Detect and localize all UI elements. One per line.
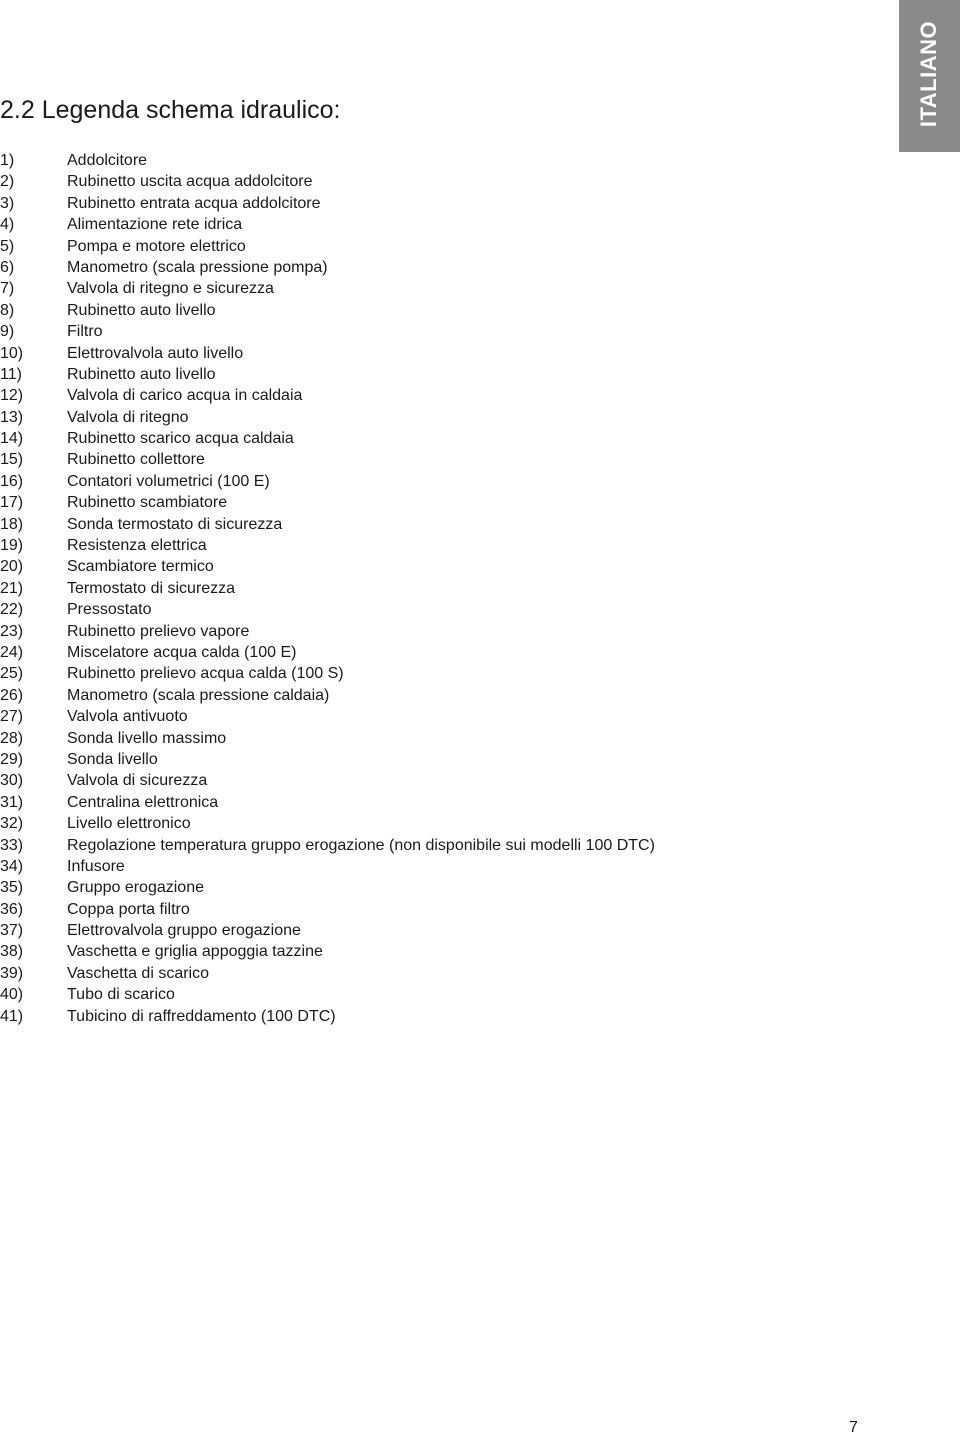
legend-item-label: Alimentazione rete idrica [67,216,243,234]
legend-item [0,471,655,492]
legend-item-label: Valvola di ritegno [67,408,189,426]
legend-item-number: 36) [0,900,24,918]
legend-item-number: 14) [0,430,24,448]
legend-item-label: Regolazione temperatura gruppo erogazione (non disponibile sui modelli 100 DTC) [67,836,655,854]
legend-item-label: Elettrovalvola auto livello [67,344,244,362]
legend-item [0,770,655,791]
legend-item-number: 27) [0,708,24,726]
language-tab [899,0,960,152]
legend-item-number: 32) [0,815,24,833]
legend-list [0,150,655,1027]
legend-item [0,899,655,920]
legend-item [0,663,655,684]
legend-item [0,685,655,706]
legend-item [0,835,655,856]
legend-item-number: 19) [0,537,24,555]
legend-item-number: 23) [0,622,24,640]
legend-item-label: Tubicino di raffreddamento (100 DTC) [67,1007,336,1025]
legend-item [0,642,655,663]
legend-item [0,150,655,171]
legend-item-number: 41) [0,1007,24,1025]
legend-item-label: Rubinetto prelievo vapore [67,622,250,640]
legend-item-number: 15) [0,451,24,469]
legend-item-number: 37) [0,922,24,940]
legend-item [0,514,655,535]
legend-item-number: 34) [0,857,24,875]
legend-item-number: 35) [0,879,24,897]
legend-item-label: Pressostato [67,601,152,619]
legend-item [0,385,655,406]
legend-item [0,236,655,257]
legend-item [0,599,655,620]
legend-item [0,706,655,727]
legend-item-label: Livello elettronico [67,815,191,833]
legend-item [0,364,655,385]
legend-item [0,920,655,941]
legend-item-label: Valvola antivuoto [67,708,188,726]
legend-item-number: 31) [0,793,24,811]
legend-item-label: Centralina elettronica [67,793,219,811]
legend-item [0,278,655,299]
legend-item-label: Rubinetto entrata acqua addolcitore [67,194,321,212]
legend-item-number: 8) [0,301,15,319]
legend-item-label: Gruppo erogazione [67,879,204,897]
legend-item [0,578,655,599]
legend-item-number: 40) [0,986,24,1004]
legend-item-label: Sonda livello massimo [67,729,227,747]
legend-item-number: 17) [0,494,24,512]
legend-item-number: 26) [0,686,24,704]
legend-item-label: Coppa porta filtro [67,900,190,918]
legend-item-label: Vaschetta di scarico [67,964,209,982]
legend-item [0,535,655,556]
legend-item [0,407,655,428]
legend-item-label: Miscelatore acqua calda (100 E) [67,643,297,661]
legend-item [0,343,655,364]
legend-item-number: 6) [0,258,15,276]
legend-item-number: 2) [0,173,15,191]
legend-item-number: 28) [0,729,24,747]
legend-item-number: 12) [0,387,24,405]
legend-item [0,1006,655,1027]
legend-item [0,792,655,813]
legend-item-label: Valvola di carico acqua in caldaia [67,387,303,405]
legend-item-label: Manometro (scala pressione pompa) [67,258,328,276]
legend-item [0,214,655,235]
legend-item-number: 24) [0,643,24,661]
language-tab-label: ITALIANO [916,20,941,128]
legend-item-label: Vaschetta e griglia appoggia tazzine [67,943,323,961]
legend-item [0,171,655,192]
legend-item-label: Rubinetto auto livello [67,301,216,319]
legend-item-number: 30) [0,772,24,790]
legend-item-label: Manometro (scala pressione caldaia) [67,686,330,704]
legend-item-label: Pompa e motore elettrico [67,237,246,255]
legend-item-label: Elettrovalvola gruppo erogazione [67,922,301,940]
legend-item-label: Valvola di sicurezza [67,772,208,790]
legend-item-label: Valvola di ritegno e sicurezza [67,280,274,298]
legend-item-number: 22) [0,601,24,619]
legend-item-number: 13) [0,408,24,426]
legend-item [0,963,655,984]
legend-item-label: Tubo di scarico [67,986,175,1004]
legend-item [0,449,655,470]
legend-item-label: Infusore [67,857,125,875]
legend-item [0,749,655,770]
legend-item-number: 5) [0,237,15,255]
legend-item [0,428,655,449]
section-title: 2.2 Legenda schema idraulico: [0,96,341,124]
legend-item [0,856,655,877]
legend-item-label: Rubinetto collettore [67,451,205,469]
legend-item [0,321,655,342]
legend-item-label: Rubinetto uscita acqua addolcitore [67,173,313,191]
legend-item [0,621,655,642]
legend-item-number: 21) [0,579,24,597]
legend-item-label: Sonda termostato di sicurezza [67,515,283,533]
legend-item [0,813,655,834]
legend-item-label: Contatori volumetrici (100 E) [67,472,270,490]
legend-item-number: 38) [0,943,24,961]
legend-item-label: Termostato di sicurezza [67,579,236,597]
page-number: 7 [849,1419,858,1436]
legend-item-label: Rubinetto scambiatore [67,494,228,512]
legend-item-label: Resistenza elettrica [67,537,207,555]
legend-item-number: 11) [0,365,22,383]
legend-item-number: 33) [0,836,24,854]
legend-item [0,984,655,1005]
legend-item [0,300,655,321]
legend-item [0,556,655,577]
legend-item-number: 10) [0,344,24,362]
legend-item-number: 20) [0,558,24,576]
legend-item-label: Addolcitore [67,152,148,169]
legend-item-label: Scambiatore termico [67,558,214,576]
legend-item [0,257,655,278]
legend-item-number: 29) [0,750,24,768]
legend-item-number: 25) [0,665,24,683]
legend-item [0,492,655,513]
legend-item-label: Filtro [67,323,103,341]
legend-item-label: Rubinetto prelievo acqua calda (100 S) [67,665,344,683]
legend-item-number: 16) [0,472,24,490]
legend-item-label: Sonda livello [67,750,158,768]
legend-item-number: 39) [0,964,24,982]
legend-item-number: 18) [0,515,24,533]
legend-item [0,941,655,962]
legend-item-number: 3) [0,194,15,212]
legend-item-number: 1) [0,152,15,169]
legend-item-number: 9) [0,323,15,341]
legend-item-label: Rubinetto scarico acqua caldaia [67,430,294,448]
legend-item-label: Rubinetto auto livello [67,365,216,383]
legend-item-number: 4) [0,216,15,234]
legend-item [0,193,655,214]
legend-item-number: 7) [0,280,15,298]
legend-item [0,877,655,898]
legend-item [0,728,655,749]
